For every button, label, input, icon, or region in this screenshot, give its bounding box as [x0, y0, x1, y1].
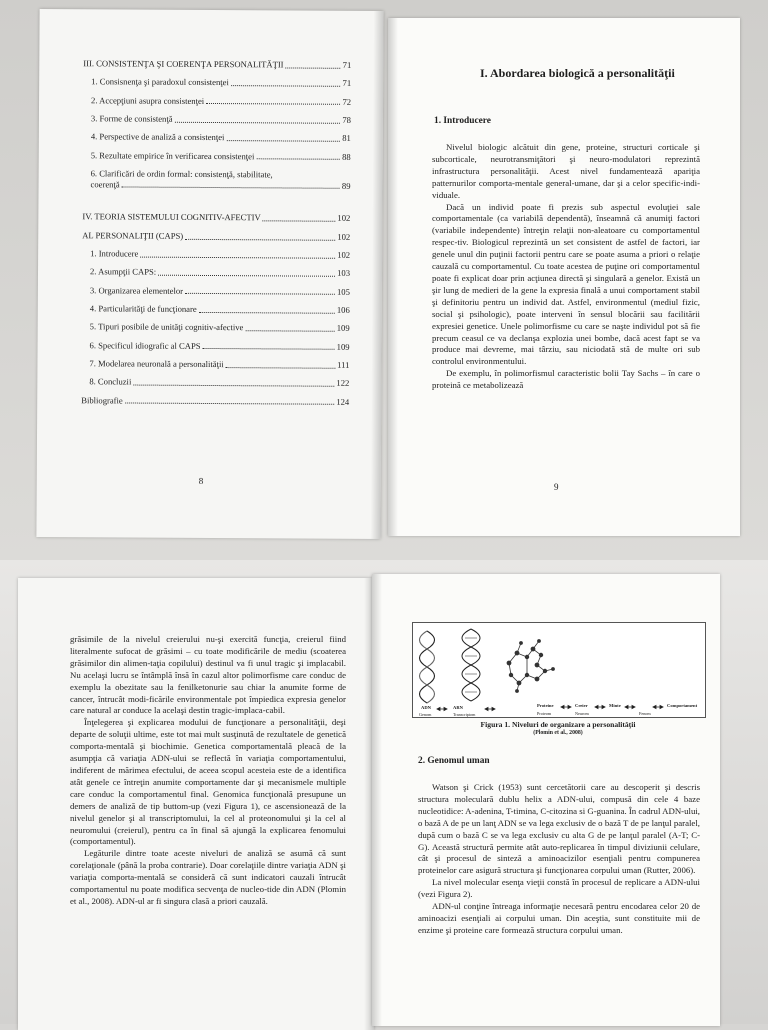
toc-entry: 6. Clarificări de ordin formal: consistenţă, stabilitate, coerenţă 89: [90, 168, 351, 191]
body-text: [418, 782, 700, 937]
toc-entry: 7. Modelarea neuronală a personalităţii 111: [89, 358, 350, 370]
figure-illustration: [413, 623, 705, 717]
toc-entry: 5. Tipuri posibile de unităţi cognitiv-afective 109: [89, 321, 350, 334]
dna-helix-icon: [420, 631, 435, 703]
figure-sublabel: Fenom: [639, 711, 651, 716]
caption-title: Figura 1. Niveluri de organizare a personalităţii: [480, 720, 636, 729]
figure-caption: [412, 720, 704, 738]
page-8-table-of-contents: [36, 9, 383, 539]
paragraph: Înţelegerea şi explicarea modului de funcţionare a personalităţii, deşi departe de soluţii ultime, este tot mai mult susţinută de rezultatele de genetică comporta-mentală şi biochimie. Genetica comportamentală pleacă de la asumpţia că variaţia ADN-ului se reflectă în variaţia comportamentului, indiferent de mărimea efectului, de aceea scopul acesteia este de a identifica atât genele ce întreţin anumite comportamente dar şi mecanismele multiple care conduc la comportamentul final. Genomica funcţională presupune un demers de analiză de tip buttom-up (vezi Figura 1), ce ascensionează de la nivelul genelor şi al transcriptomului, la cel al proteonomului şi la cel al neuromului (creierul), pentru ca în final să ajungă la explicarea fenomului (comportamentul).: [70, 717, 346, 847]
toc-entry: 3. Forme de consistenţă 78: [90, 113, 351, 125]
section-title: 1. Introducere: [434, 116, 491, 126]
toc-entry: 2. Asumpţii CAPS: 103: [89, 266, 351, 279]
toc-list: [81, 54, 351, 415]
toc-entry: 4. Perspective de analiză a consistenţei 81: [90, 131, 351, 144]
paragraph: Watson şi Crick (1953) sunt cercetătorii care au descoperit şi descris structura moleculară dublu helix a ADN-ului, compusă din cele 4 baze nucleotidice: A-adenina, T-timina, C-citozina si G-guanina. În cadrul ADN-ului, o bază A de pe un lanţ ADN se va lega exclusiv de o bază T de pe lanţul paralel, după cum o bază C se va lega exclusiv cu alta G de pe lanţul paralel (A-T; C-G). Această structură permite atât auto-replicarea în timpul diviziunii celulare, cât şi procesul de sinteză a aminoacizilor esenţiali pentru compunerea proteinelor care asigură structura şi funcţionarea corpului uman (Rutter, 2006).: [418, 782, 700, 876]
section-title: 2. Genomul uman: [418, 756, 490, 766]
double-helix-icon: [462, 629, 480, 701]
figure-sublabel: Neurom: [575, 711, 589, 716]
paragraph: ADN-ul conţine întreaga informaţie necesară pentru encodarea celor 20 de aminoacizi esenţiali ai corpului uman. Din aceştia, sunt constituite mii de enzime şi proteine care formează structura corpului uman.: [418, 901, 700, 935]
figure-1: [412, 622, 706, 718]
gutter-shadow: [372, 574, 382, 1026]
toc-entry: 1. Consisnenţa şi paradoxul consistenţei 71: [91, 76, 352, 89]
figure-level-label: ADN: [421, 705, 431, 710]
page-10: [18, 578, 374, 1030]
bottom-spread: [0, 560, 768, 1024]
toc-entry: 2. Accepţiuni asupra consistenţei 72: [91, 94, 352, 107]
toc-entry: 1. Introducere 102: [90, 248, 351, 260]
toc-entry: 4. Particularităţi de funcţionare 106: [89, 303, 350, 315]
paragraph: Dacă un individ poate fi prezis sub aspectul evoluţiei sale comportamentale (ca variabilă dependentă), înseamnă că anumiţi factori (variabile independente) întreţin relaţii non-aleatoare cu comportamentul respec-tiv. Biologicul reprezintă un set consistent de astfel de factori, iar genele unul din puţinii factorii pentru care se poate asuma a priori o relaţie cauzală cu comportamentul. Cu toate acestea de puţine ori comportamentul poate fi explicat doar prin acţiunea directă şi singulară a genelor. Există un şir lung de medieri de la gene la expresia finală a unui comportament stabil şi definitoriu pentru un individ dat. Astfel, environmentul (mediul fizic, social şi psihologic), poate interveni în sensul blocării sau facilitării expresiei genetice. Unele polimorfisme cu care se naşte individul pot să fie precum ceasul ce va declanşa explozia unei bombe, dacă acest fapt se va produce mai devreme, mai târziu, sau niciodată stă de multe ori sub controlul environmentului.: [432, 201, 700, 367]
toc-entry: 8. Concluzii 122: [89, 376, 350, 389]
toc-entry: 6. Specificul idiografic al CAPS 109: [89, 340, 350, 352]
toc-entry: III. CONSISTENŢA ŞI COERENŢA PERSONALITĂŢII 71: [83, 58, 352, 70]
page-11: [372, 574, 720, 1026]
figure-level-label: ARN: [453, 705, 463, 710]
protein-molecule-icon: [507, 640, 555, 693]
toc-entry: 3. Organizarea elementelor 105: [89, 285, 350, 297]
figure-level-label: Comportament: [667, 703, 698, 708]
body-text: [432, 142, 700, 392]
figure-sublabel: Transcriptom: [453, 712, 476, 717]
page-number: 9: [554, 482, 559, 492]
paragraph: De exemplu, în polimorfismul caracteristic bolii Tay Sachs – în care o proteină ce metabolizează: [432, 368, 700, 391]
toc-entry: Bibliografie 124: [81, 394, 350, 407]
paragraph: Legăturile dintre toate aceste niveluri de analiză se asumă că sunt corelaţionale (până la proba contrarie). Doar corelaţiile dintre variaţia ADN şi variaţia comporta-mentală se consideră că sunt indicatori cauzali întrucât comportamentul nu poate modifica secvenţa de nucleo-tide din ADN (Plomin et al., 2008). ADN-ul ar fi singura clasă a priori cauzală.: [70, 848, 346, 906]
toc-entry: 5. Rezultate empirice în verificarea consistenţei 88: [90, 149, 351, 162]
body-text: [70, 634, 346, 908]
page-9: [388, 18, 740, 536]
gutter-shadow: [370, 11, 383, 539]
figure-sublabel: Proteom: [537, 711, 552, 716]
paragraph: Nivelul biologic alcătuit din gene, proteine, structuri corticale şi subcorticale, neurotransmiţători şi neuro-modulatori reprezintă infrastructura personalităţii. Acest nivel fundamentează apariţia patternurilor comporta-mentale general-umane, dar şi a celor specific-indi-viduale.: [432, 142, 700, 200]
chapter-title: I. Abordarea biologică a personalităţii: [480, 66, 675, 80]
gutter-shadow: [388, 18, 398, 536]
figure-sublabel: Genom: [419, 712, 432, 717]
paragraph: grăsimile de la nivelul creierului nu-şi exercită funcţia, creierul fiind literalmente sufocat de grăsimi – cu toate modificările de mediu (scoaterea grăsimilor din alimen-taţia copilului) destinul va fi unul tragic şi implacabil. Nu acelaşi lucru se întâmplă însă în cazul altor polimorfisme care conduc de exemplu la obezitate sau la fenilketonurie sau chiar la anumite forme de cancer, întrucât modi-ficările environmentale pot împiedica expresia genelor care natural ar conduce la acelaşi destin tragic-implaca-cabil.: [70, 634, 346, 716]
paragraph: La nivel molecular esenţa vieţii constă în procesul de replicare a ADN-ului (vezi Figura 2).: [418, 877, 700, 900]
figure-level-label: Minte: [609, 703, 621, 708]
caption-source: (Plomin et al., 2008): [533, 730, 583, 736]
figure-level-label: Proteine: [537, 703, 554, 708]
figure-level-label: Creier: [575, 703, 588, 708]
toc-entry: AL PERSONALIŢII (CAPS) 102: [82, 229, 351, 242]
page-number: 8: [198, 475, 204, 486]
toc-entry: IV. TEORIA SISTEMULUI COGNITIV-AFECTIV 102: [82, 211, 351, 224]
